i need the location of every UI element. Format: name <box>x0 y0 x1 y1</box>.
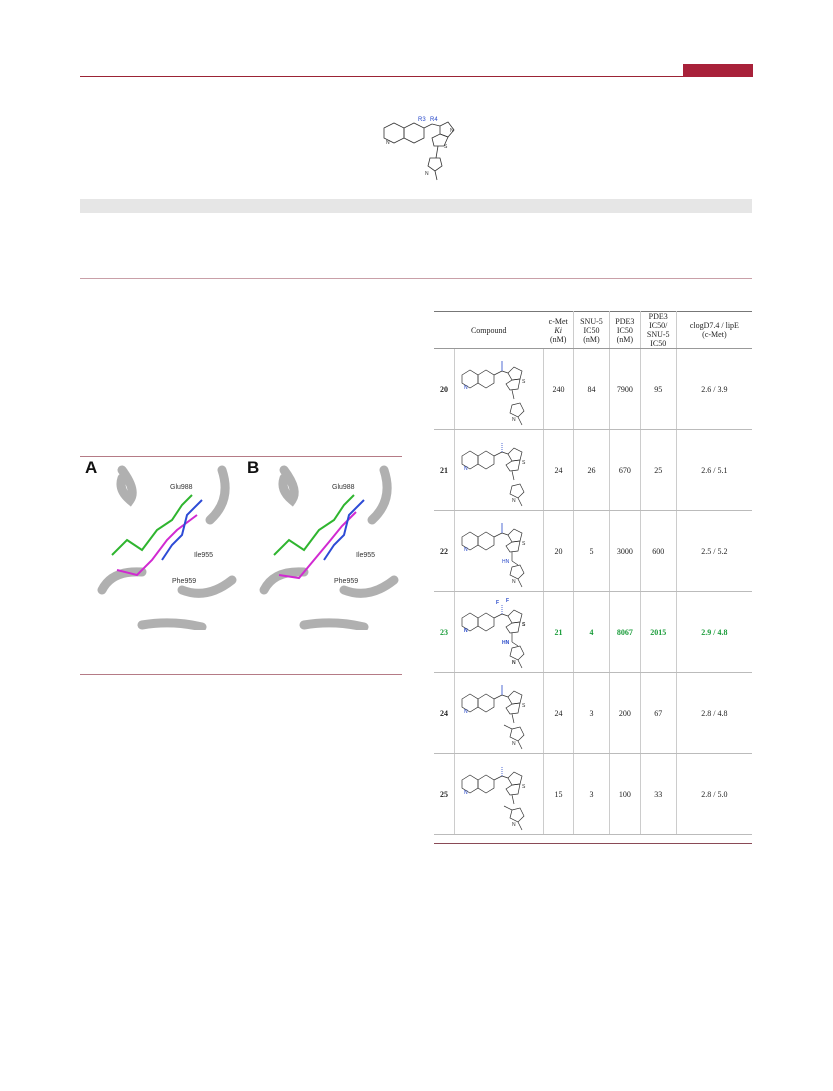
snu5-ic50-value: 84 <box>573 349 609 430</box>
scaffold-r3-label: R3 <box>418 117 426 123</box>
residue-label: Ile955 <box>356 552 376 559</box>
selectivity-ratio-value: 25 <box>640 430 676 511</box>
table-row <box>434 754 752 835</box>
cmet-ki-value: 24 <box>544 430 574 511</box>
compound-structure <box>455 349 544 430</box>
cmet-ki-value: 24 <box>544 673 574 754</box>
pde3-ic50-value: 8067 <box>610 592 641 673</box>
pde3-ic50-value: 670 <box>610 430 641 511</box>
selectivity-ratio-value: 95 <box>640 349 676 430</box>
svg-text:S: S <box>522 541 526 547</box>
residue-label: Phe959 <box>334 578 359 585</box>
scaffold-n-atom: N <box>386 140 390 146</box>
compound-structure <box>455 592 544 673</box>
selectivity-ratio-value: 600 <box>640 511 676 592</box>
table-row <box>434 592 752 673</box>
table-rule-bottom <box>434 843 752 844</box>
svg-text:N: N <box>512 822 516 828</box>
svg-text:N: N <box>464 385 468 391</box>
panel-a-label: A <box>85 460 98 477</box>
pde3-ic50-value: 200 <box>610 673 641 754</box>
caption-band <box>80 199 752 213</box>
header-cmet: c-Met Ki (nM) <box>544 312 574 349</box>
svg-text:N: N <box>464 709 468 715</box>
scaffold-r4-label: R4 <box>430 117 438 123</box>
panel-b-label: B <box>247 460 260 477</box>
svg-text:F: F <box>496 600 500 606</box>
svg-text:F: F <box>506 598 510 604</box>
svg-text:S: S <box>522 460 526 466</box>
header-pde3: PDE3 IC50 (nM) <box>610 312 641 349</box>
clogd-lipe-value: 2.5 / 5.2 <box>676 511 752 592</box>
header-rule <box>80 76 752 77</box>
svg-text:N: N <box>512 660 516 666</box>
svg-text:S: S <box>522 703 526 709</box>
residue-label: Ile955 <box>194 552 214 559</box>
pde3-ic50-value: 3000 <box>610 511 641 592</box>
selectivity-ratio-value: 33 <box>640 754 676 835</box>
svg-text:N: N <box>512 417 516 423</box>
cmet-ki-value: 21 <box>544 592 574 673</box>
figure-rule-bottom <box>80 674 402 675</box>
clogd-lipe-value: 2.6 / 3.9 <box>676 349 752 430</box>
cmet-ki-value: 240 <box>544 349 574 430</box>
svg-text:S: S <box>522 784 526 790</box>
snu5-ic50-value: 3 <box>573 673 609 754</box>
svg-text:N: N <box>464 466 468 472</box>
scaffold-structure <box>370 110 470 192</box>
table-row <box>434 511 752 592</box>
pde3-ic50-value: 100 <box>610 754 641 835</box>
compound-structure <box>455 673 544 754</box>
compound-id: 20 <box>434 349 455 430</box>
cmet-ki-value: 15 <box>544 754 574 835</box>
svg-text:S: S <box>522 379 526 385</box>
scaffold-n-atom: N <box>450 128 454 134</box>
table-row <box>434 430 752 511</box>
compound-structure <box>455 754 544 835</box>
svg-text:N: N <box>464 790 468 796</box>
svg-text:HN: HN <box>502 559 510 565</box>
svg-text:HN: HN <box>502 640 510 646</box>
svg-text:N: N <box>464 628 468 634</box>
docking-panel-b <box>244 460 402 630</box>
header-snu5: SNU-5 IC50 (nM) <box>573 312 609 349</box>
clogd-lipe-value: 2.8 / 5.0 <box>676 754 752 835</box>
figure-rule-top <box>80 456 402 457</box>
svg-text:N: N <box>512 498 516 504</box>
compound-id: 23 <box>434 592 455 673</box>
header-color-tab <box>683 64 753 77</box>
section-rule <box>80 278 752 279</box>
residue-label: Glu988 <box>170 484 193 491</box>
snu5-ic50-value: 5 <box>573 511 609 592</box>
compound-id: 22 <box>434 511 455 592</box>
header-compound: Compound <box>434 312 544 349</box>
snu5-ic50-value: 26 <box>573 430 609 511</box>
clogd-lipe-value: 2.8 / 4.8 <box>676 673 752 754</box>
clogd-lipe-value: 2.6 / 5.1 <box>676 430 752 511</box>
header-ratio: PDE3 IC50/ SNU-5 IC50 <box>640 312 676 349</box>
header-clogd: clogD7.4 / lipE (c-Met) <box>676 312 752 349</box>
svg-text:N: N <box>464 547 468 553</box>
scaffold-s-atom: S <box>444 144 448 150</box>
table-row <box>434 673 752 754</box>
svg-text:N: N <box>512 741 516 747</box>
selectivity-ratio-value: 67 <box>640 673 676 754</box>
compound-id: 25 <box>434 754 455 835</box>
table-header-row <box>434 312 752 349</box>
snu5-ic50-value: 3 <box>573 754 609 835</box>
docking-panel-a <box>82 460 240 630</box>
pde3-ic50-value: 7900 <box>610 349 641 430</box>
compound-id: 21 <box>434 430 455 511</box>
sar-table <box>434 311 752 835</box>
compound-id: 24 <box>434 673 455 754</box>
table-row <box>434 349 752 430</box>
compound-structure <box>455 430 544 511</box>
residue-label: Phe959 <box>172 578 197 585</box>
compound-structure <box>455 511 544 592</box>
residue-label: Glu988 <box>332 484 355 491</box>
snu5-ic50-value: 4 <box>573 592 609 673</box>
selectivity-ratio-value: 2015 <box>640 592 676 673</box>
svg-text:S: S <box>522 622 526 628</box>
svg-text:N: N <box>512 579 516 585</box>
clogd-lipe-value: 2.9 / 4.8 <box>676 592 752 673</box>
cmet-ki-value: 20 <box>544 511 574 592</box>
scaffold-n-atom: N <box>425 171 429 177</box>
